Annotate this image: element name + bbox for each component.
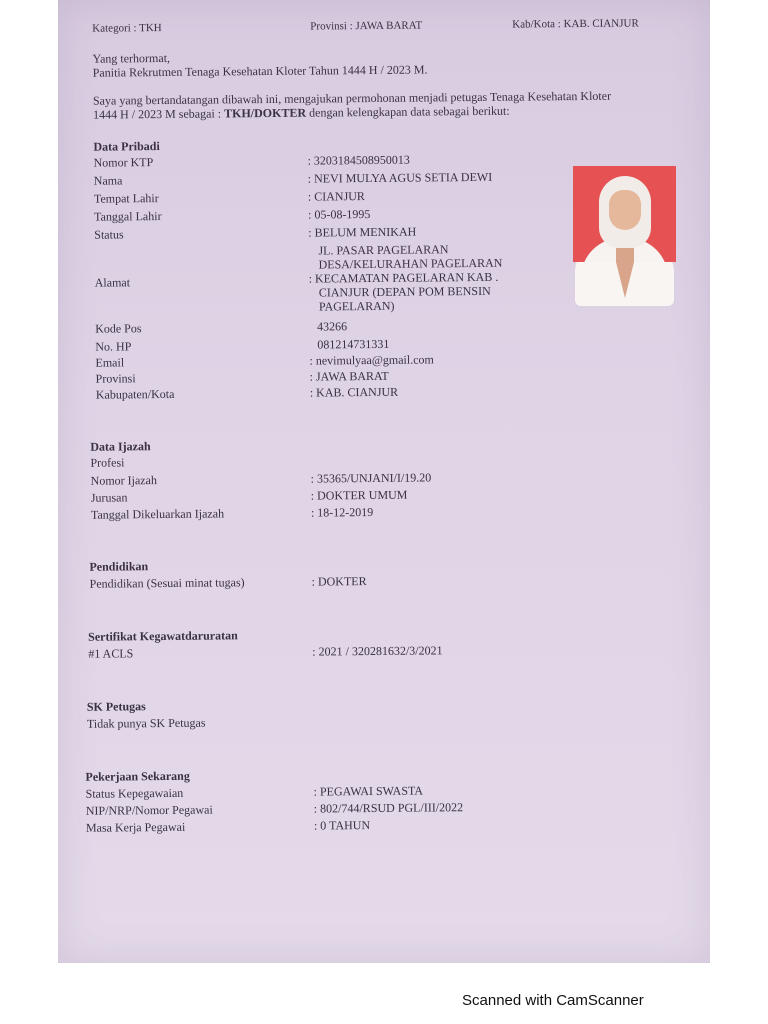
label-nip: NIP/NRP/Nomor Pegawai — [85, 802, 213, 818]
label-nama: Nama — [93, 173, 123, 188]
label-masa-kerja: Masa Kerja Pegawai — [85, 819, 186, 835]
section-title-pekerjaan: Pekerjaan Sekarang — [85, 768, 190, 784]
label-status: Status — [94, 227, 124, 242]
label-no-hp: No. HP — [95, 339, 132, 354]
section-title-data-ijazah: Data Ijazah — [90, 439, 151, 454]
header-kategori: Kategori : TKH — [92, 22, 162, 35]
value-tempat-lahir: : CIANJUR — [307, 189, 365, 204]
value-nomor-ktp: : 3203184508950013 — [307, 152, 410, 168]
label-provinsi: Provinsi — [95, 371, 136, 386]
label-acls: #1 ACLS — [88, 646, 134, 661]
value-email: : nevimulyaa@gmail.com — [309, 352, 434, 368]
label-jurusan: Jurusan — [90, 490, 128, 505]
value-kode-pos: 43266 — [317, 319, 348, 334]
label-tanggal-lahir: Tanggal Lahir — [94, 209, 162, 224]
value-no-hp: 081214731331 — [317, 336, 390, 352]
camscanner-watermark: Scanned with CamScanner — [462, 992, 644, 1009]
value-acls: : 2021 / 320281632/3/2021 — [312, 643, 443, 659]
label-kode-pos: Kode Pos — [95, 321, 142, 336]
section-title-pendidikan: Pendidikan — [89, 559, 149, 574]
value-status: : BELUM MENIKAH — [308, 224, 417, 240]
label-tanggal-ijazah: Tanggal Dikeluarkan Ijazah — [90, 506, 225, 522]
value-alamat-line-5: PAGELARAN) — [318, 298, 395, 314]
applicant-photo-lower — [573, 262, 676, 307]
value-alamat-line-4: CIANJUR (DEPAN POM BENSIN — [318, 283, 491, 300]
label-nomor-ijazah: Nomor Ijazah — [90, 473, 157, 488]
label-email: Email — [95, 355, 125, 370]
text-sk-petugas: Tidak punya SK Petugas — [86, 715, 206, 731]
document-content — [58, 0, 719, 963]
photo-neck — [616, 248, 634, 262]
label-nomor-ktp: Nomor KTP — [93, 155, 154, 170]
value-jurusan: : DOKTER UMUM — [310, 487, 408, 503]
header-kabkota: Kab/Kota : KAB. CIANJUR — [512, 17, 639, 31]
scanned-document-page — [58, 0, 710, 963]
salutation-line-2: Panitia Rekrutmen Tenaga Kesehatan Kloter Tahun 1444 H / 2023 M. — [92, 62, 428, 80]
label-tempat-lahir: Tempat Lahir — [93, 191, 159, 206]
value-alamat-line-3: : KECAMATAN PAGELARAN KAB . — [308, 269, 499, 286]
value-status-kepegawaian: : PEGAWAI SWASTA — [313, 783, 424, 799]
applicant-photo — [573, 166, 676, 262]
value-kabupaten: : KAB. CIANJUR — [309, 384, 399, 400]
value-alamat-line-2: DESA/KELURAHAN PAGELARAN — [318, 255, 503, 272]
label-pendidikan: Pendidikan (Sesuai minat tugas) — [89, 575, 245, 591]
label-kabupaten: Kabupaten/Kota — [95, 386, 175, 402]
value-tanggal-lahir: : 05-08-1995 — [308, 207, 371, 222]
value-masa-kerja: : 0 TAHUN — [313, 818, 371, 833]
intro-line-1: Saya yang bertandatangan dibawah ini, mengajukan permohonan menjadi petugas Tenaga Kesehatan Kloter — [92, 88, 612, 108]
section-title-sertifikat: Sertifikat Kegawatdaruratan — [88, 628, 238, 644]
value-nomor-ijazah: : 35365/UNJANI/I/19.20 — [310, 470, 432, 486]
value-pendidikan: : DOKTER — [311, 574, 367, 589]
value-nip: : 802/744/RSUD PGL/III/2022 — [313, 800, 464, 816]
label-status-kepegawaian: Status Kepegawaian — [85, 785, 184, 801]
header-provinsi: Provinsi : JAWA BARAT — [310, 19, 423, 33]
section-title-sk-petugas: SK Petugas — [86, 699, 146, 714]
photo-face — [609, 190, 641, 230]
value-tanggal-ijazah: : 18-12-2019 — [310, 504, 374, 520]
section-title-data-pribadi: Data Pribadi — [93, 139, 160, 154]
salutation-line-1: Yang terhormat, — [92, 50, 171, 66]
value-nama: : NEVI MULYA AGUS SETIA DEWI — [307, 169, 493, 186]
label-profesi: Profesi — [90, 455, 125, 470]
value-alamat-line-1: JL. PASAR PAGELARAN — [318, 242, 449, 258]
value-provinsi: : JAWA BARAT — [309, 368, 389, 384]
intro-line-2: 1444 H / 2023 M sebagai : TKH/DOKTER dengan kelengkapan data sebagai berikut: — [93, 103, 510, 122]
label-alamat: Alamat — [94, 275, 131, 290]
photo-neckline — [616, 262, 634, 298]
